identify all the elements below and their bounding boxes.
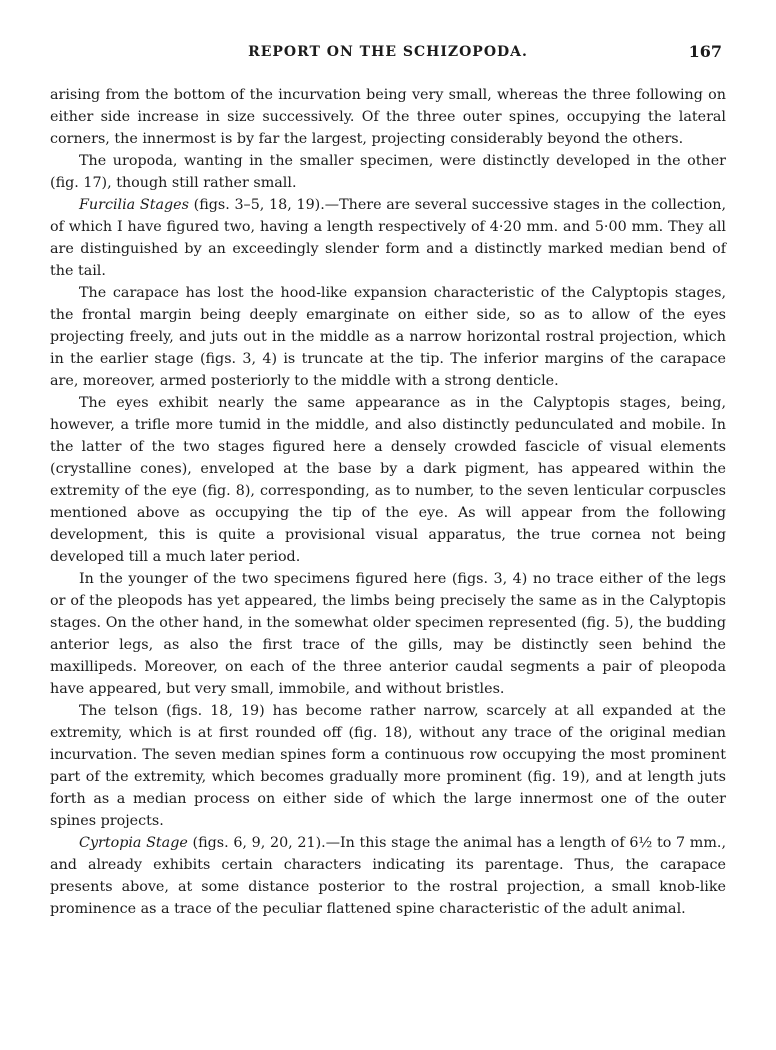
section-heading-cyrtopia: Cyrtopia Stage [79,835,188,851]
paragraph-text: In the younger of the two specimens figured here (figs. 3, 4) no trace either of the legs or of the pleopods has yet appeared, the limbs being precisely the same as in the Calyptopis stages. On the other hand, in the somewhat older specimen represented (fig. 5), the budding anterior legs, as also the first trace of the gills, may be distinctly seen behind the maxillipeds. Moreover, on each of the three anterior caudal segments a pair of pleopoda have appeared, but very small, immobile, and without bristles. [50,571,726,697]
paragraph-telson [50,700,726,832]
page-header [50,44,726,68]
paragraph-continued [50,84,726,150]
paragraph-legs [50,568,726,700]
paragraph-text: The telson (figs. 18, 19) has become rather narrow, scarcely at all expanded at the extremity, which is at first rounded off (fig. 18), without any trace of the original median incurvation. The seven median spines form a continuous row occupying the most prominent part of the extremity, which becomes gradually more prominent (fig. 19), and at length juts forth as a median process on either side of which the large innermost one of the outer spines projects. [50,703,726,829]
page-number: 167 [688,42,722,61]
body-text [50,84,726,920]
paragraph-text: The eyes exhibit nearly the same appearance as in the Calyptopis stages, being, however, a trifle more tumid in the middle, and also distinctly pedunculated and mobile. In the latter of the two stages figured here a densely crowded fascicle of visual elements (crystalline cones), enveloped at the base by a dark pigment, has appeared within the extremity of the eye (fig. 8), corresponding, as to number, to the seven lenticular corpuscles mentioned above as occupying the tip of the eye. As will appear from the following development, this is quite a provisional visual apparatus, the true cornea not being developed till a much later period. [50,395,726,565]
paragraph-furcilia [50,194,726,282]
paragraph-text: The uropoda, wanting in the smaller specimen, were distinctly developed in the other (fig. 17), though still rather small. [50,153,726,191]
paragraph-uropoda [50,150,726,194]
paragraph-eyes [50,392,726,568]
paragraph-cyrtopia [50,832,726,920]
running-title: REPORT ON THE SCHIZOPODA. [248,44,528,60]
paragraph-text: (figs. 6, 9, 20, 21).—In this stage the animal has a length of 6½ to 7 mm., and already exhibits certain characters indicating its parentage. Thus, the carapace presents above, at some distance posterior to the rostral projection, a small knob-like prominence as a trace of the peculiar flattened spine characteristic of the adult animal. [50,835,726,917]
paragraph-text: (figs. 3–5, 18, 19).—There are several successive stages in the collection, of which I have figured two, having a length respectively of 4·20 mm. and 5·00 mm. They all are distinguished by an exceedingly slender form and a distinctly marked median bend of the tail. [50,197,726,279]
paragraph-text: arising from the bottom of the incurvation being very small, whereas the three following on either side increase in size successively. Of the three outer spines, occupying the lateral corners, the innermost is by far the largest, projecting considerably beyond the others. [50,87,726,147]
paragraph-text: The carapace has lost the hood-like expansion characteristic of the Calyptopis stages, the frontal margin being deeply emarginate on either side, so as to allow of the eyes projecting freely, and juts out in the middle as a narrow horizontal rostral projection, which in the earlier stage (figs. 3, 4) is truncate at the tip. The inferior margins of the carapace are, moreover, armed posteriorly to the middle with a strong denticle. [50,285,726,389]
section-heading-furcilia: Furcilia Stages [79,197,189,213]
paragraph-carapace [50,282,726,392]
